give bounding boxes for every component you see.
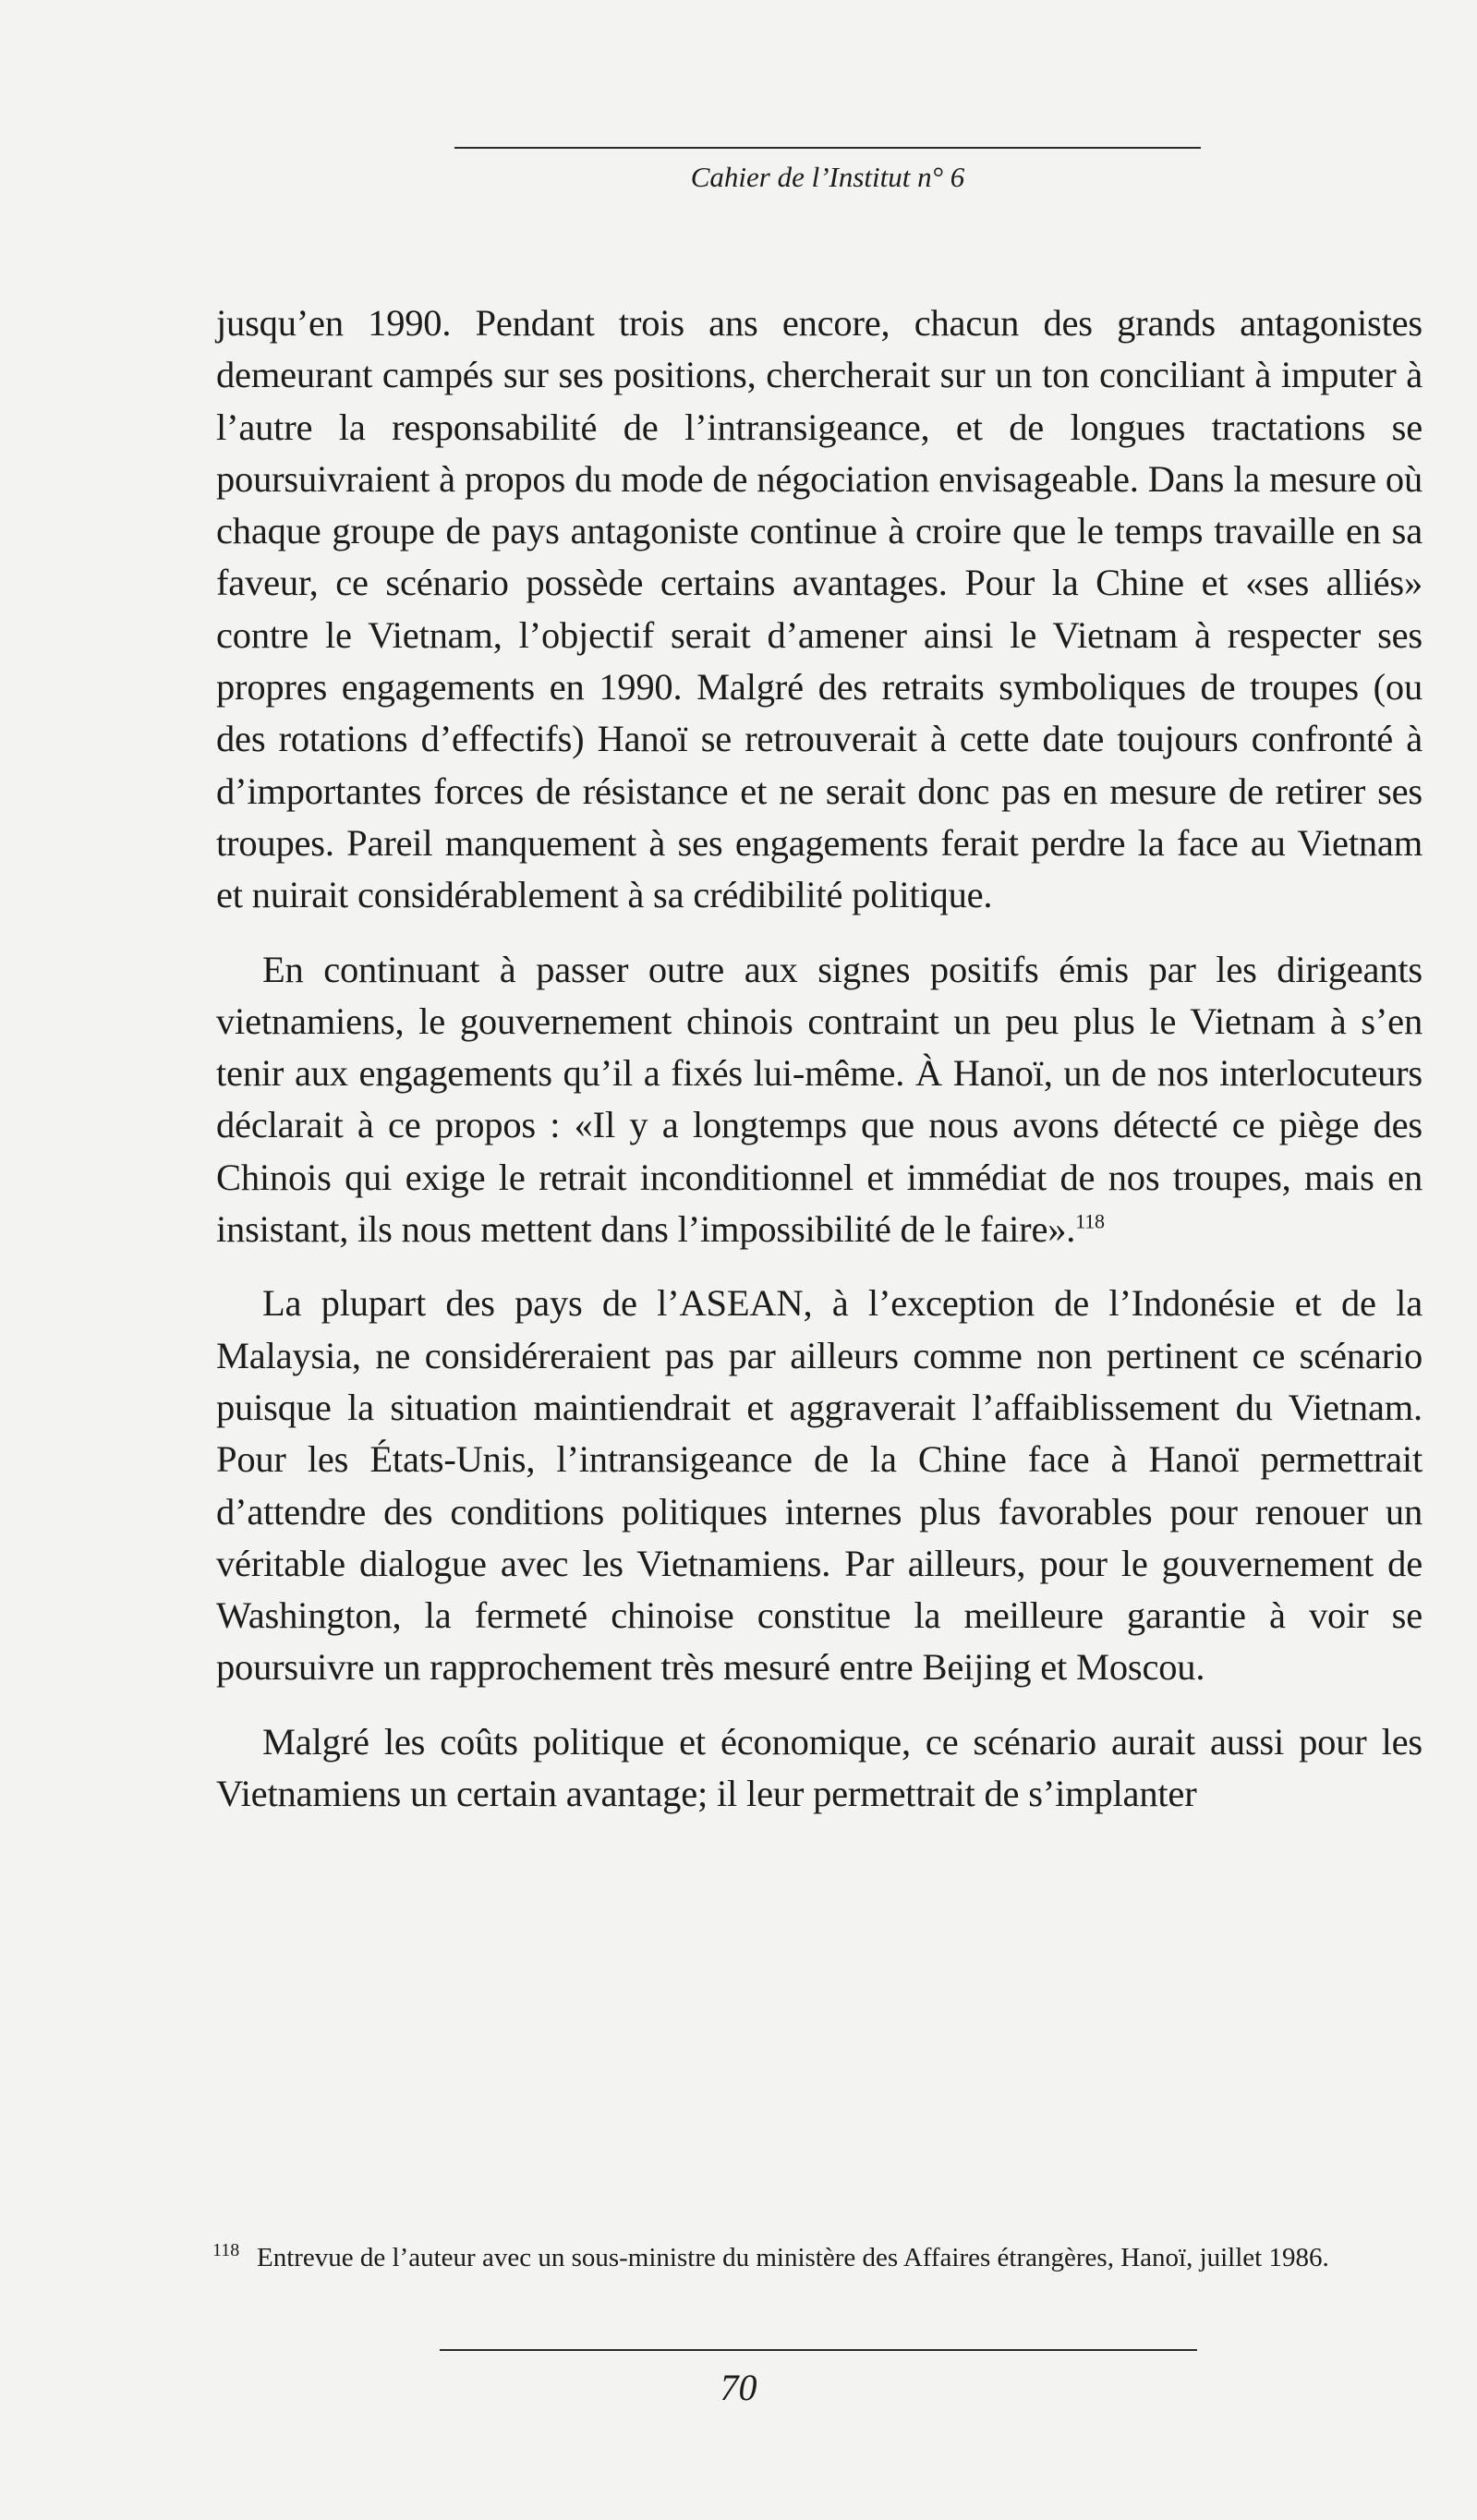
footnote-number: 118 [212,2240,240,2260]
paragraph-3: La plupart des pays de l’ASEAN, à l’exception de l’Indonésie et de la Malaysia, ne considéreraient pas par ailleurs comme non pertinent ce scénario puisque la situation maintiendrait et aggraverait l’affaiblissement du Vietnam. Pour les États-Unis, l’intransigeance de la Chine face à Hanoï permettrait d’attendre des conditions politiques internes plus favorables pour renouer un véritable dialogue avec les Vietnamiens. Par ailleurs, pour le gouvernement de Washington, la fermeté chinoise constitue la meilleure garantie à voir se poursuivre un rapprochement très mesuré entre Beijing et Moscou. [216,1282,1423,1689]
footnote [212,2238,1423,2277]
main-text [216,297,1423,1820]
footnote-reference: 118 [1075,1209,1105,1233]
paragraph-4: Malgré les coûts politique et économique, ce scénario aurait aussi pour les Vietnamiens un certain avantage; il leur permettrait de s’implanter [216,1720,1423,1815]
header-rule [454,147,1201,149]
footnote-text: Entrevue de l’auteur avec un sous-ministre du ministère des Affaires étrangères, Hanoï, juillet 1986. [257,2243,1329,2272]
paragraph-1: jusqu’en 1990. Pendant trois ans encore, chacun des grands antagonistes demeurant campés sur ses positions, chercherait sur un ton conciliant à imputer à l’autre la responsabilité de l’intransigeance, et de longues tractations se poursuivraient à propos du mode de négociation envisageable. Dans la mesure où chaque groupe de pays antagoniste continue à croire que le temps travaille en sa faveur, ce scénario possède certains avantages. Pour la Chine et «ses alliés» contre le Vietnam, l’objectif serait d’amener ainsi le Vietnam à respecter ses propres engagements en 1990. Malgré des retraits symboliques de troupes (ou des rotations d’effectifs) Hanoï se retrouverait à cette date toujours confronté à d’importantes forces de résistance et ne serait donc pas en mesure de retirer ses troupes. Pareil manquement à ses engagements ferait perdre la face au Vietnam et nuirait considérablement à sa crédibilité politique. [216,302,1423,916]
running-title: Cahier de l’Institut n° 6 [690,161,965,193]
page-number: 70 [720,2367,757,2408]
footer-rule [440,2349,1197,2351]
paragraph-2: En continuant à passer outre aux signes positifs émis par les dirigeants vietnamiens, le gouvernement chinois contraint un peu plus le Vietnam à s’en tenir aux engagements qu’il a fixés lui-même. À Hanoï, un de nos interlocuteurs déclarait à ce propos : «Il y a longtemps que nous avons détecté ce piège des Chinois qui exige le retrait inconditionnel et immédiat de nos troupes, mais en insistant, ils nous mettent dans l’impossibilité de le faire».$^{118}$ [216,948,1423,1251]
